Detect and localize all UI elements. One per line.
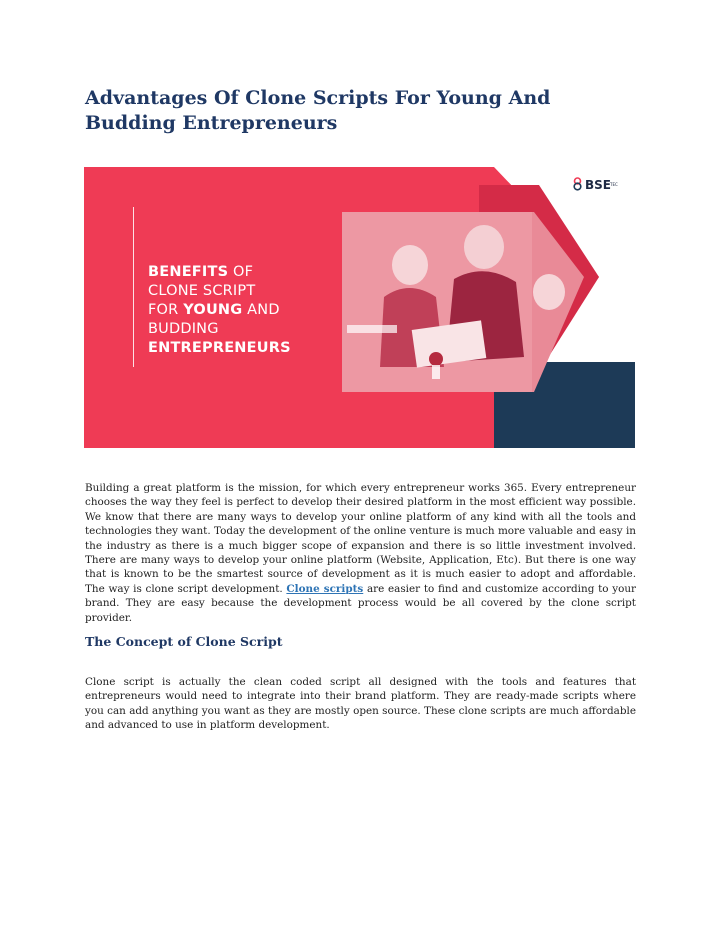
- banner-image: [84, 167, 635, 448]
- logo-icon: [572, 177, 583, 191]
- intro-text-after-link: are easier to find and customize according to your brand. They are easy because the development process would be all covered by the clone script provider.: [85, 582, 636, 624]
- banner-line4: BUDDING: [148, 321, 219, 337]
- banner-line1-bold: BENEFITS: [148, 264, 229, 280]
- banner-line3-bold: YOUNG: [183, 302, 243, 318]
- section-heading: The Concept of Clone Script: [85, 634, 283, 649]
- banner-line1-rest: OF: [228, 264, 254, 280]
- clone-scripts-link[interactable]: Clone scripts: [286, 582, 364, 595]
- banner-line2: CLONE SCRIPT: [148, 283, 256, 299]
- banner-heading: [148, 263, 338, 358]
- banner-line5-bold: ENTREPRENEURS: [148, 340, 291, 356]
- page-title: Advantages Of Clone Scripts For Young And Budding Entrepreneurs: [85, 87, 551, 134]
- logo-text: BSE: [585, 178, 611, 192]
- concept-paragraph: Clone script is actually the clean coded script all designed with the tools and features that entrepreneurs would need to integrate into their brand platform. They are ready-made scripts where you can add anything you want as they are mostly open source. These clone scripts are much affordable and advanced to use in platform development.: [85, 676, 636, 732]
- logo-suffix: TEC: [610, 182, 618, 187]
- banner-line3-pre: FOR: [148, 302, 184, 318]
- intro-text-before-link: Building a great platform is the mission, for which every entrepreneur works 365. Every entrepreneur chooses the way they feel is perfect to develop their desired platform in the most efficient way possible. We know that there are many ways to develop your online platform of any kind with all the tools and technologies they want. Today the development of the online venture is much more valuable and easy in the industry as there is a much bigger scope of expansion and there is so little investment involved. There are many ways to develop your online platform (Website, Application, Etc). But there is one way that is known to be the smartest source of development as it is much easier to adopt and affordable. The way is clone script development.: [85, 482, 636, 595]
- banner-line3-post: AND: [242, 302, 280, 318]
- intro-paragraph: [85, 481, 636, 625]
